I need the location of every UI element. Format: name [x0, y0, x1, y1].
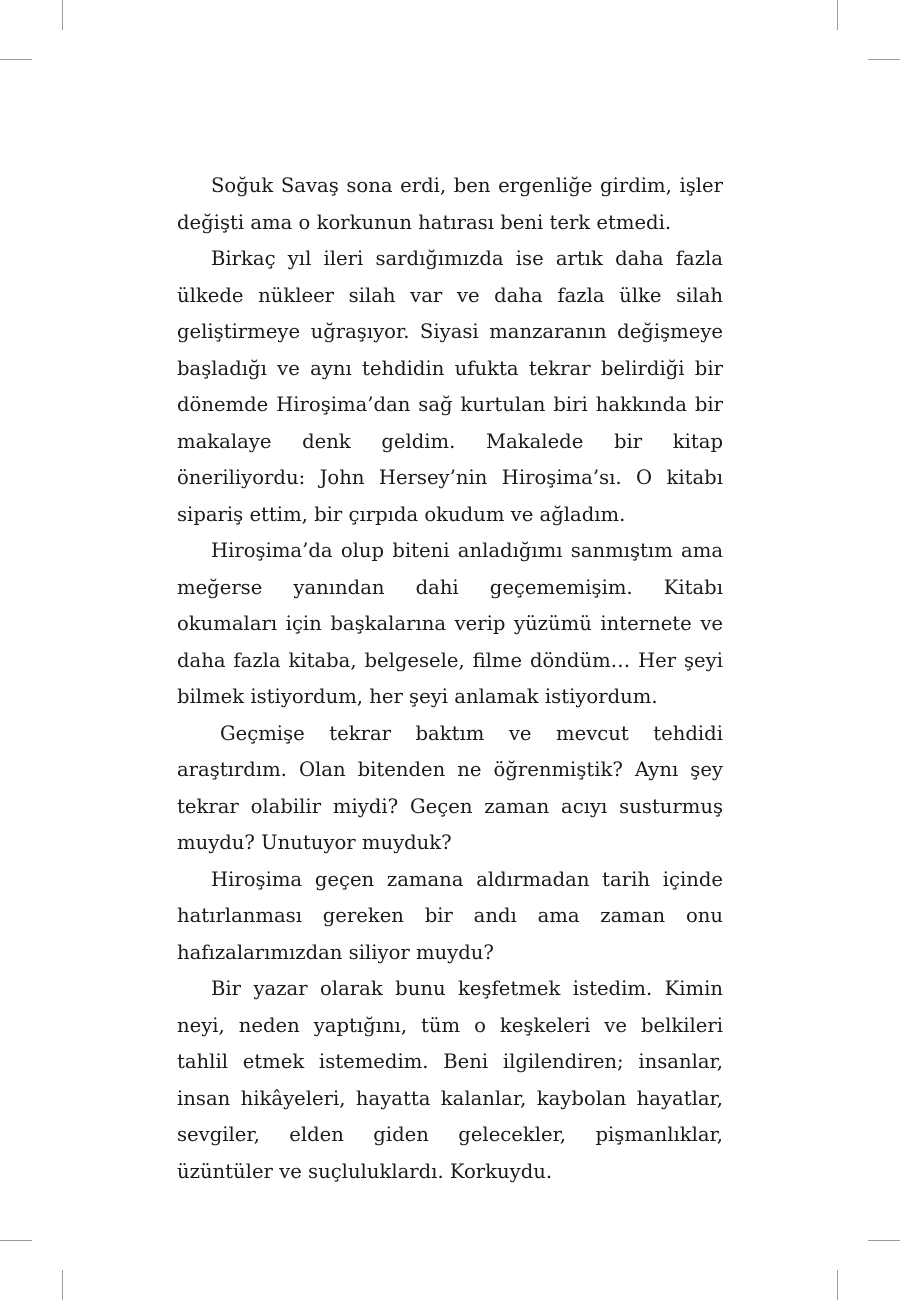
paragraph-2: Birkaç yıl ileri sardığımızda ise artık daha fazla ülkede nükleer silah var ve daha fazla ülke silah geliştirmeye uğraşıyor. Siyasi manzaranın değişmeye başladığı ve aynı tehdidin ufukta tekrar belirdiği bir dönemde Hiroşima’dan sağ kurtulan biri hakkında bir makalaye denk geldim. Makalede bir kitap öneriliyordu: John Hersey’nin Hiroşima’sı. O kitabı sipariş ettim, bir çırpıda okudum ve ağladım. [177, 247, 723, 526]
crop-mark-bottom-left-horizontal [0, 1240, 32, 1241]
paragraph-5: Hiroşima geçen zamana aldırmadan tarih içinde hatırlanması gereken bir andı ama zaman onu hafızalarımızdan siliyor muydu? [177, 867, 723, 964]
crop-mark-top-left-horizontal [0, 59, 32, 60]
paragraph-6: Bir yazar olarak bunu keşfetmek istedim. Kimin neyi, neden yaptığını, tüm o keşkeleri ve belkileri tahlil etmek istemedim. Beni ilgilendiren; insanlar, insan hikâyeleri, hayatta kalanlar, kaybolan hayatlar, sevgiler, elden giden gelecekler, pişmanlıklar, üzüntüler ve suçluluklardı. Korkuydu. [177, 977, 723, 1183]
crop-mark-top-left-vertical [62, 0, 63, 30]
crop-mark-bottom-left-vertical [62, 1270, 63, 1300]
crop-mark-bottom-right-vertical [837, 1270, 838, 1300]
paragraph-3: Hiroşima’da olup biteni anladığımı sanmıştım ama meğerse yanından dahi geçememişim. Kitabı okumaları için başkalarına verip yüzümü internete ve daha fazla kitaba, belgesele, filme döndüm… Her şeyi bilmek istiyordum, her şeyi anlamak istiyordum. [177, 539, 723, 708]
crop-mark-top-right-horizontal [868, 59, 900, 60]
crop-mark-bottom-right-horizontal [868, 1240, 900, 1241]
paragraph-4: Geçmişe tekrar baktım ve mevcut tehdidi araştırdım. Olan bitenden ne öğrenmiştik? Aynı şey tekrar olabilir miydi? Geçen zaman acıyı susturmuş muydu? Unutuyor muyduk? [177, 721, 723, 854]
paragraph-1: Soğuk Savaş sona erdi, ben ergenliğe girdim, işler değişti ama o korkunun hatırası beni terk etmedi. [177, 174, 723, 234]
crop-mark-top-right-vertical [837, 0, 838, 30]
body-text [177, 168, 723, 1190]
